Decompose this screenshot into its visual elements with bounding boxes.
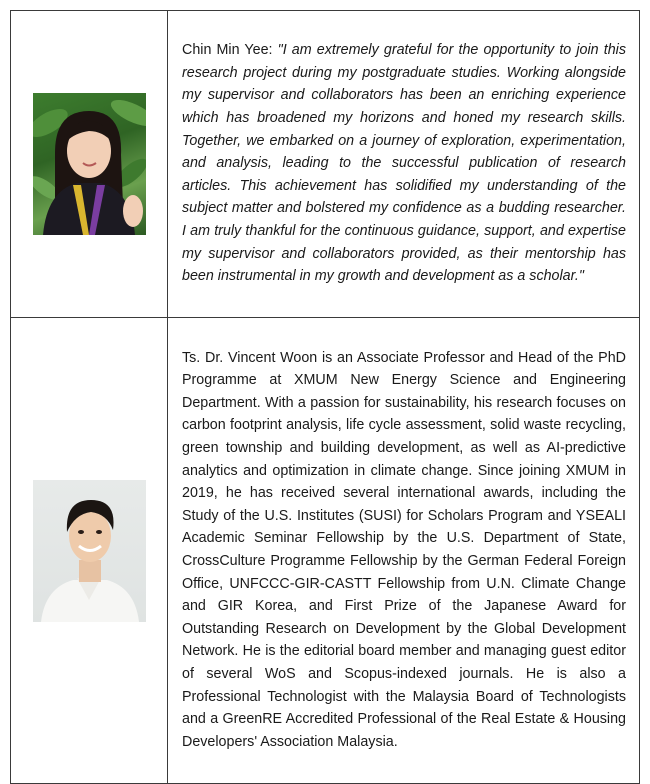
profile-table xyxy=(10,10,640,784)
testimonial-text xyxy=(168,11,640,318)
biography-text: Ts. Dr. Vincent Woon is an Associate Professor and Head of the PhD Programme at XMUM New Energy Science and Engineering Department. With a passion for sustainability, his research focuses on carbon footprint analysis, life cycle assessment, solid waste recycling, green township and building development, as well as AI-predictive analytics and optimization in climate change. Since joining XMUM in 2019, he has received several international awards, including the Study of the U.S. Institutes (SUSI) for Scholars Program and YSEALI Academic Seminar Fellowship by the U.S. Department of State, CrossCulture Programme Fellowship by the German Federal Foreign Office, UNFCCC-GIR-CASTT Fellowship from U.N. Climate Change and GIR Korea, and First Prize of the Japanese Award for Outstanding Research on Development by the Global Development Network. He is the editorial board member and managing guest editor of several WoS and Scopus-indexed journals. He is also a Professional Technologist with the Malaysia Board of Technologists and a GreenRE Accredited Professional of the Real Estate & Housing Developers' Association Malaysia. xyxy=(168,318,640,784)
photo-cell xyxy=(11,11,168,318)
person-portrait-icon xyxy=(33,480,146,622)
student-name: Chin Min Yee: xyxy=(182,42,278,59)
photo-cell xyxy=(11,318,168,784)
person-portrait-graduation-icon xyxy=(33,93,146,235)
table-row xyxy=(11,318,640,784)
portrait-photo-vincent-woon xyxy=(33,480,146,622)
portrait-photo-chin-min-yee xyxy=(33,93,146,235)
table-row xyxy=(11,11,640,318)
testimonial-quote: "I am extremely grateful for the opportunity to join this research project during my postgraduate studies. Working alongside my supervisor and collaborators has been an enriching experience which has broadened my horizons and honed my research skills. Together, we embarked on a journey of exploration, experimentation, and analysis, leading to the successful publication of research articles. This achievement has solidified my understanding of the subject matter and bolstered my confidence as a budding researcher. I am truly thankful for the continuous guidance, support, and expertise my supervisor and collaborators provided, as their mentorship has been instrumental in my growth and development as a scholar." xyxy=(182,42,626,285)
